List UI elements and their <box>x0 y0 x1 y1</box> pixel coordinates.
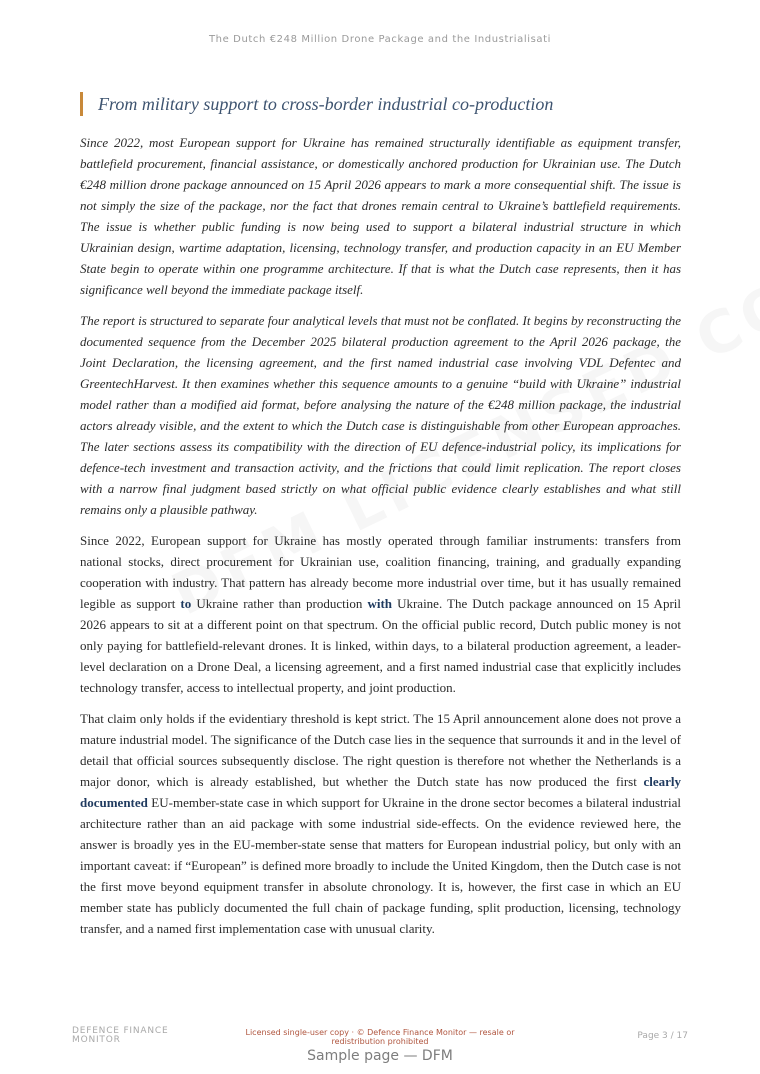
emphasis-text: clearly documented <box>80 774 681 810</box>
sample-page-label: Sample page — DFM <box>307 1048 453 1064</box>
paragraph-text: That claim only holds if the evidentiary threshold is kept strict. The 15 April announcement alone does not prove a mature industrial model. The significance of the Dutch case lies in the sequence that surrounds it and in the level of detail that official sources subsequently disclose. The right question is therefore not whether the Netherlands is a major donor, which is already established, but whether the Dutch state has now produced the first <box>80 711 681 789</box>
paragraph-text: Since 2022, most European support for Ukraine has remained structurally identifiable as equipment transfer, battlefield procurement, financial assistance, or domestically anchored production for Ukrainian use. The Dutch €248 million drone package announced on 15 April 2026 appears to mark a more consequential shift. The issue is not simply the size of the package, nor the fact that drones remain central to Ukraine’s battlefield requirements. The issue is whether public funding is now being used to support a bilateral industrial structure in which Ukrainian design, wartime adaptation, licensing, technology transfer, and production capacity in an EU Member State begin to operate within one programme architecture. If that is what the Dutch case represents, then it has significance well beyond the immediate package itself. <box>80 135 681 297</box>
footer-brand-line-2: MONITOR <box>72 1035 121 1045</box>
body-text <box>80 132 681 949</box>
paragraph-text: Ukraine rather than production <box>191 596 368 611</box>
footer-brand-logo <box>72 1027 168 1045</box>
footer-license-notice: Licensed single-user copy · © Defence Finance Monitor — resale or redistribution prohibited <box>245 1028 515 1046</box>
emphasis-text: with <box>367 596 393 611</box>
running-header: The Dutch €248 Million Drone Package and the Industrialisati <box>208 34 552 45</box>
emphasis-text: to <box>180 596 192 611</box>
body-paragraph <box>80 530 681 698</box>
footer-page-number: Page 3 / 17 <box>637 1031 688 1041</box>
footer-brand-line-1: DEFENCE FINANCE <box>72 1026 169 1036</box>
paragraph-text: Ukraine. The Dutch package announced on 15 April 2026 appears to sit at a different point on that spectrum. On the official public record, Dutch public money is not only paying for battlefield-relevant drones. It is linked, within days, to a bilateral production agreement, a leader-level declaration on a Drone Deal, a licensing agreement, and a first named industrial case that explicitly includes technology transfer, access to intellectual property, and joint production. <box>80 596 681 695</box>
body-paragraph <box>80 310 681 520</box>
body-paragraph <box>80 132 681 300</box>
paragraph-text: The report is structured to separate four analytical levels that must not be conflated. It begins by reconstructing the documented sequence from the December 2025 bilateral production agreement to the April 2026 package, the Joint Declaration, the licensing agreement, and the first named industrial case involving VDL Defentec and GreentechHarvest. It then examines whether this sequence amounts to a genuine “build with Ukraine” industrial model rather than a modified aid format, before analysing the nature of the €248 million package, the industrial actors already visible, and the extent to which the Dutch case is distinguishable from other European approaches. The later sections assess its compatibility with the direction of EU defence-industrial policy, its implications for defence-tech investment and transaction activity, and the frictions that could limit replication. The report closes with a narrow final judgment based strictly on what official public evidence clearly establishes and what still remains only a plausible pathway. <box>80 313 681 517</box>
paragraph-text: EU-member-state case in which support for Ukraine in the drone sector becomes a bilateral industrial architecture rather than an aid package with some industrial side-effects. On the evidence reviewed here, the answer is broadly yes in the EU-member-state sense that matters for European industrial policy, but only with an important caveat: if “European” is defined more broadly to include the United Kingdom, then the Dutch case is not the first move beyond equipment transfer in absolute chronology. It is, however, the first case in which an EU member state has publicly documented the full chain of package funding, split production, licensing, technology transfer, and a named first implementation case with unusual clarity. <box>80 795 681 936</box>
paragraph-text: Since 2022, European support for Ukraine has mostly operated through familiar instruments: transfers from national stocks, direct procurement for Ukrainian use, coalition financing, training, and gradually expanding cooperation with industry. That pattern has already become more industrial over time, but it has usually remained legible as support <box>80 533 681 611</box>
section-title: From military support to cross-border industrial co-production <box>80 92 680 116</box>
body-paragraph <box>80 708 681 939</box>
